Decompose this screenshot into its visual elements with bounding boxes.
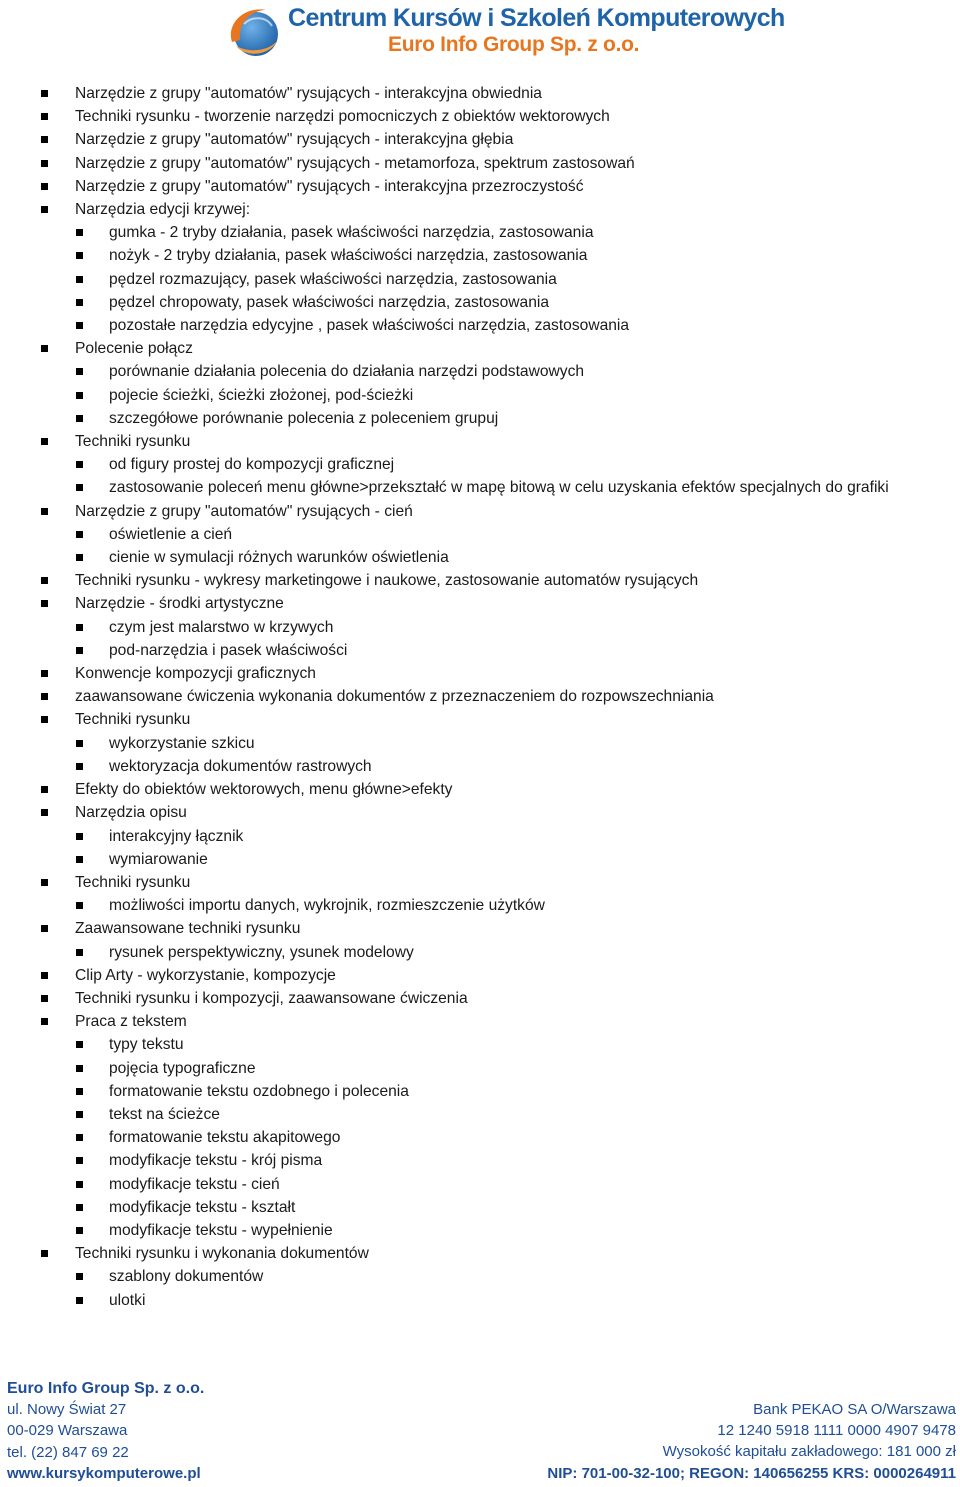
square-bullet-icon: [41, 345, 48, 352]
outline-subitem: [0, 1057, 960, 1080]
footer-registration-ids: NIP: 701-00-32-100; REGON: 140656255 KRS: 0000264911: [547, 1464, 956, 1482]
outline-item-text: pojecie ścieżki, ścieżki złożonej, pod-ścieżki: [109, 386, 414, 404]
outline-item-text: wymiarowanie: [109, 850, 208, 868]
outline-subitem: [0, 1265, 960, 1288]
footer-company: Euro Info Group Sp. z o.o.: [7, 1380, 205, 1397]
outline-item-text: możliwości importu danych, wykrojnik, rozmieszczenie użytków: [109, 897, 545, 915]
outline-item: [0, 708, 960, 731]
outline-item-text: Techniki rysunku - wykresy marketingowe i naukowe, zastosowanie automatów rysujących: [75, 572, 699, 590]
outline-item-text: pędzel chropowaty, pasek właściwości narzędzia, zastosowania: [109, 293, 550, 311]
outline-item: [0, 662, 960, 685]
outline-subitem: [0, 848, 960, 871]
outline-subitem: [0, 755, 960, 778]
square-bullet-icon: [41, 160, 48, 167]
outline-item-text: pod-narzędzia i pasek właściwości: [109, 641, 348, 659]
outline-subitem: [0, 523, 960, 546]
outline-item: [0, 987, 960, 1010]
outline-item-text: zaawansowane ćwiczenia wykonania dokumentów z przeznaczeniem do rozpowszechniania: [75, 688, 714, 706]
outline-item: [0, 128, 960, 151]
outline-subitem: [0, 291, 960, 314]
outline-item-text: Techniki rysunku: [75, 433, 191, 451]
square-bullet-icon: [76, 1273, 83, 1280]
outline-subitem: [0, 384, 960, 407]
outline-item-text: szablony dokumentów: [109, 1268, 264, 1286]
square-bullet-icon: [76, 1065, 83, 1072]
square-bullet-icon: [41, 438, 48, 445]
outline-item: [0, 430, 960, 453]
outline-subitem: [0, 732, 960, 755]
outline-item-text: Techniki rysunku i kompozycji, zaawansowane ćwiczenia: [75, 989, 468, 1007]
page-header: [222, 2, 785, 62]
outline-item: [0, 1010, 960, 1033]
square-bullet-icon: [41, 716, 48, 723]
outline-item: [0, 500, 960, 523]
outline-item: [0, 152, 960, 175]
outline-subitem: [0, 1289, 960, 1312]
outline-item-text: tekst na ścieżce: [109, 1105, 220, 1123]
outline-item-text: Clip Arty - wykorzystanie, kompozycje: [75, 966, 336, 984]
square-bullet-icon: [76, 1297, 83, 1304]
outline-item-text: modyfikacje tekstu - cień: [109, 1175, 280, 1193]
outline-item-text: modyfikacje tekstu - kształt: [109, 1198, 296, 1216]
outline-item-text: od figury prostej do kompozycji graficznej: [109, 456, 395, 474]
footer-street: ul. Nowy Świat 27: [7, 1401, 127, 1419]
outline-subitem: [0, 1219, 960, 1242]
outline-item-text: nożyk - 2 tryby działania, pasek właściwości narzędzia, zastosowania: [109, 247, 588, 265]
outline-item-text: porównanie działania polecenia do działania narzędzi podstawowych: [109, 363, 585, 381]
square-bullet-icon: [41, 879, 48, 886]
outline-item-text: modyfikacje tekstu - krój pisma: [109, 1152, 323, 1170]
outline-item-text: rysunek perspektywiczny, ysunek modelowy: [109, 943, 414, 961]
square-bullet-icon: [41, 693, 48, 700]
outline-subitem: [0, 244, 960, 267]
square-bullet-icon: [76, 1111, 83, 1118]
square-bullet-icon: [41, 600, 48, 607]
square-bullet-icon: [41, 1018, 48, 1025]
outline-subitem: [0, 221, 960, 244]
outline-item-text: formatowanie tekstu akapitowego: [109, 1129, 341, 1147]
outline-item-text: Techniki rysunku: [75, 711, 191, 729]
outline-item-text: Techniki rysunku: [75, 873, 191, 891]
square-bullet-icon: [41, 508, 48, 515]
outline-item: [0, 569, 960, 592]
footer-bank: Bank PEKAO SA O/Warszawa: [753, 1401, 956, 1418]
outline-item-text: pojęcia typograficzne: [109, 1059, 256, 1077]
square-bullet-icon: [76, 647, 83, 654]
outline-item-text: Praca z tekstem: [75, 1013, 187, 1031]
outline-subitem: [0, 639, 960, 662]
square-bullet-icon: [41, 809, 48, 816]
outline-item-text: oświetlenie a cień: [109, 525, 233, 543]
outline-item-text: ulotki: [109, 1291, 146, 1309]
square-bullet-icon: [76, 949, 83, 956]
outline-subitem: [0, 1103, 960, 1126]
square-bullet-icon: [76, 1181, 83, 1188]
outline-item-text: Narzędzie z grupy "automatów" rysujących - cień: [75, 502, 413, 520]
square-bullet-icon: [76, 856, 83, 863]
outline-item-text: Zaawansowane techniki rysunku: [75, 920, 301, 938]
outline-item: [0, 964, 960, 987]
outline-subitem: [0, 1149, 960, 1172]
outline-subitem: [0, 546, 960, 569]
outline-item: [0, 198, 960, 221]
outline-subitem: [0, 1173, 960, 1196]
outline-subitem: [0, 616, 960, 639]
outline-item-text: interakcyjny łącznik: [109, 827, 244, 845]
footer-company-info: [547, 1399, 956, 1484]
outline-item-text: Narzędzie z grupy "automatów" rysujących - interakcyjna obwiednia: [75, 85, 542, 102]
outline-item-text: formatowanie tekstu ozdobnego i polecenia: [109, 1082, 409, 1100]
footer-phone: tel. (22) 847 69 22: [7, 1443, 129, 1461]
square-bullet-icon: [41, 577, 48, 584]
square-bullet-icon: [76, 322, 83, 329]
square-bullet-icon: [76, 1134, 83, 1141]
outline-subitem: [0, 1126, 960, 1149]
square-bullet-icon: [76, 1088, 83, 1095]
footer-city: 00-029 Warszawa: [7, 1422, 128, 1440]
footer-contact: [7, 1378, 204, 1484]
outline-subitem: [0, 476, 960, 499]
outline-item-text: Efekty do obiektów wektorowych, menu główne>efekty: [75, 781, 453, 799]
outline-item: [0, 592, 960, 615]
square-bullet-icon: [76, 1157, 83, 1164]
outline-subitem: [0, 941, 960, 964]
outline-subitem: [0, 1033, 960, 1056]
page-footer: [0, 1378, 960, 1487]
logo-title: Centrum Kursów i Szkoleń Komputerowych: [288, 4, 785, 32]
outline-item: [0, 685, 960, 708]
square-bullet-icon: [76, 554, 83, 561]
outline-subitem: [0, 453, 960, 476]
outline-item: [0, 917, 960, 940]
square-bullet-icon: [76, 902, 83, 909]
outline-item: [0, 337, 960, 360]
outline-item-text: Techniki rysunku - tworzenie narzędzi pomocniczych z obiektów wektorowych: [75, 108, 610, 126]
square-bullet-icon: [76, 1227, 83, 1234]
square-bullet-icon: [41, 786, 48, 793]
square-bullet-icon: [76, 624, 83, 631]
square-bullet-icon: [76, 740, 83, 747]
outline-item-text: Narzędzie z grupy "automatów" rysujących - metamorfoza, spektrum zastosowań: [75, 154, 635, 172]
outline-subitem: [0, 1196, 960, 1219]
outline-item-text: gumka - 2 tryby działania, pasek właściwości narzędzia, zastosowania: [109, 224, 594, 242]
outline-item-text: pędzel rozmazujący, pasek właściwości narzędzia, zastosowania: [109, 270, 557, 288]
outline-item-text: modyfikacje tekstu - wypełnienie: [109, 1221, 333, 1239]
outline-subitem: [0, 407, 960, 430]
outline-item-text: wektoryzacja dokumentów rastrowych: [109, 757, 372, 775]
footer-website-link[interactable]: www.kursykomputerowe.pl: [7, 1464, 201, 1482]
outline-subitem: [0, 314, 960, 337]
square-bullet-icon: [76, 1041, 83, 1048]
outline-item: [0, 82, 960, 105]
outline-item-text: szczegółowe porównanie polecenia z poleceniem grupuj: [109, 409, 499, 427]
outline-item: [0, 1242, 960, 1265]
square-bullet-icon: [76, 368, 83, 375]
outline-item-text: Narzędzia edycji krzywej:: [75, 201, 251, 219]
square-bullet-icon: [76, 833, 83, 840]
outline-item: [0, 778, 960, 801]
logo-subtitle: Euro Info Group Sp. z o.o.: [388, 33, 640, 56]
square-bullet-icon: [76, 415, 83, 422]
square-bullet-icon: [41, 995, 48, 1002]
square-bullet-icon: [76, 461, 83, 468]
square-bullet-icon: [76, 763, 83, 770]
outline-subitem: [0, 825, 960, 848]
outline-item-text: pozostałe narzędzia edycyjne , pasek właściwości narzędzia, zastosowania: [109, 317, 630, 335]
outline-item: [0, 801, 960, 824]
square-bullet-icon: [41, 183, 48, 190]
outline-item-text: Narzędzie z grupy "automatów" rysujących - interakcyjna przezroczystość: [75, 177, 584, 195]
square-bullet-icon: [76, 484, 83, 491]
course-outline: [0, 82, 960, 1312]
square-bullet-icon: [76, 252, 83, 259]
outline-subitem: [0, 894, 960, 917]
outline-item-text: Narzędzie - środki artystyczne: [75, 595, 284, 613]
square-bullet-icon: [76, 392, 83, 399]
square-bullet-icon: [76, 531, 83, 538]
square-bullet-icon: [76, 276, 83, 283]
outline-item-text: czym jest malarstwo w krzywych: [109, 618, 334, 636]
outline-subitem: [0, 1080, 960, 1103]
outline-item-text: Konwencje kompozycji graficznych: [75, 665, 316, 683]
square-bullet-icon: [41, 90, 48, 97]
square-bullet-icon: [41, 925, 48, 932]
square-bullet-icon: [41, 206, 48, 213]
footer-account: 12 1240 5918 1111 0000 4907 9478: [717, 1422, 956, 1440]
outline-item-text: Polecenie połącz: [75, 340, 193, 358]
square-bullet-icon: [41, 136, 48, 143]
square-bullet-icon: [41, 113, 48, 120]
footer-capital: Wysokość kapitału zakładowego: 181 000 zł: [662, 1443, 956, 1461]
square-bullet-icon: [41, 670, 48, 677]
outline-item: [0, 105, 960, 128]
outline-item-text: Techniki rysunku i wykonania dokumentów: [75, 1245, 369, 1263]
outline-item-text: zastosowanie poleceń menu główne>przekształć w mapę bitową w celu uzyskania efektów specjalnych do grafiki: [109, 479, 889, 497]
square-bullet-icon: [76, 299, 83, 306]
outline-item: [0, 175, 960, 198]
outline-item-text: cienie w symulacji różnych warunków oświetlenia: [109, 549, 449, 567]
square-bullet-icon: [76, 229, 83, 236]
square-bullet-icon: [41, 1250, 48, 1257]
outline-subitem: [0, 360, 960, 383]
outline-item-text: Narzędzie z grupy "automatów" rysujących - interakcyjna głębia: [75, 131, 514, 149]
outline-item: [0, 871, 960, 894]
square-bullet-icon: [76, 1204, 83, 1211]
outline-item-text: Narzędzia opisu: [75, 804, 187, 822]
square-bullet-icon: [41, 972, 48, 979]
outline-item-text: wykorzystanie szkicu: [109, 734, 255, 752]
outline-item-text: typy tekstu: [109, 1036, 184, 1054]
logo-icon: [222, 2, 286, 60]
outline-subitem: [0, 268, 960, 291]
